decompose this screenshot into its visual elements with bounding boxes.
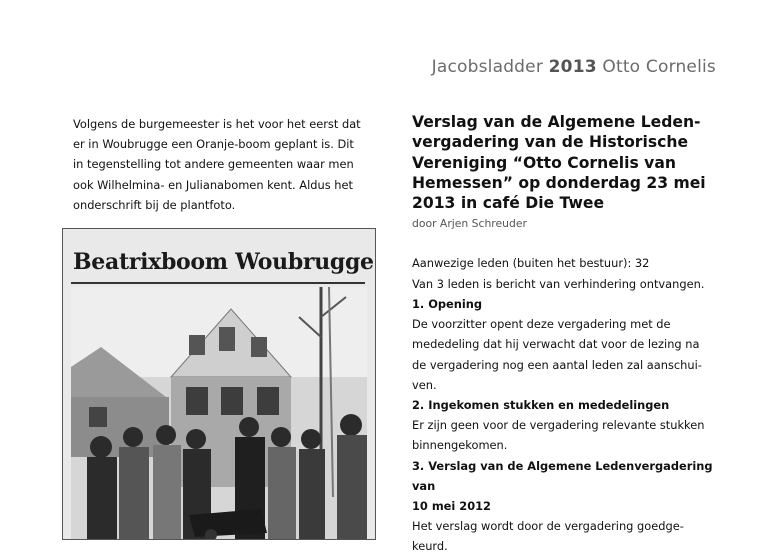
newspaper-clipping — [62, 228, 376, 540]
body-line: binnengekomen. — [412, 438, 508, 453]
section-heading-ingekomen: 2. Ingekomen stukken en mededelingen — [412, 397, 670, 412]
body-line: Er zijn geen voor de vergadering relevante stukken — [412, 418, 705, 433]
body-line: De voorzitter opent deze vergadering met de — [412, 317, 671, 332]
intro-line: er in Woubrugge een Oranje-boom geplant is. Dit — [73, 137, 354, 152]
body-line: Het verslag wordt door de vergadering goedge- — [412, 519, 684, 534]
attendance-text: Aanwezige leden (buiten het bestuur): 32 — [412, 256, 650, 271]
header-suffix: Otto Cornelis — [602, 57, 716, 77]
title-line: vergadering van de Historische — [412, 133, 689, 152]
header-year: 2013 — [548, 57, 597, 77]
intro-line: Volgens de burgemeester is het voor het eerst dat — [73, 117, 361, 131]
title-line: Hemessen” op donderdag 23 mei — [412, 173, 706, 192]
intro-line: in tegenstelling tot andere gemeenten waar men — [73, 157, 354, 172]
title-line: Vereniging “Otto Cornelis van — [412, 153, 676, 172]
title-line: Verslag van de Algemene Leden- — [412, 113, 701, 131]
title-line: 2013 in café Die Twee — [412, 194, 605, 213]
body-line: ven. — [412, 377, 437, 392]
body-line: de vergadering nog een aantal leden zal aanschui- — [412, 357, 702, 372]
absent-text: Van 3 leden is bericht van verhindering ontvangen. — [412, 276, 705, 291]
section-heading-verslag: 10 mei 2012 — [412, 498, 491, 513]
header-prefix: Jacobsladder — [431, 57, 544, 77]
body-line: keurd. — [412, 539, 448, 554]
intro-line: onderschrift bij de plantfoto. — [73, 197, 236, 212]
article-body — [412, 253, 722, 556]
article — [412, 112, 722, 557]
running-header — [432, 57, 716, 77]
intro-paragraph — [73, 114, 373, 215]
body-line: mededeling dat hij verwacht dat voor de lezing na — [412, 337, 700, 352]
section-heading-verslag: 3. Verslag van de Algemene Ledenvergadering van — [412, 458, 713, 493]
clipping-headline: Beatrixboom Woubrugge — [73, 249, 374, 275]
byline: door Arjen Schreuder — [412, 217, 527, 231]
intro-line: ook Wilhelmina- en Julianabomen kent. Aldus het — [73, 177, 353, 192]
clipping-rule — [71, 282, 365, 284]
article-title — [412, 112, 722, 213]
section-heading-opening: 1. Opening — [412, 296, 483, 311]
tree-planting-photo — [71, 287, 367, 539]
